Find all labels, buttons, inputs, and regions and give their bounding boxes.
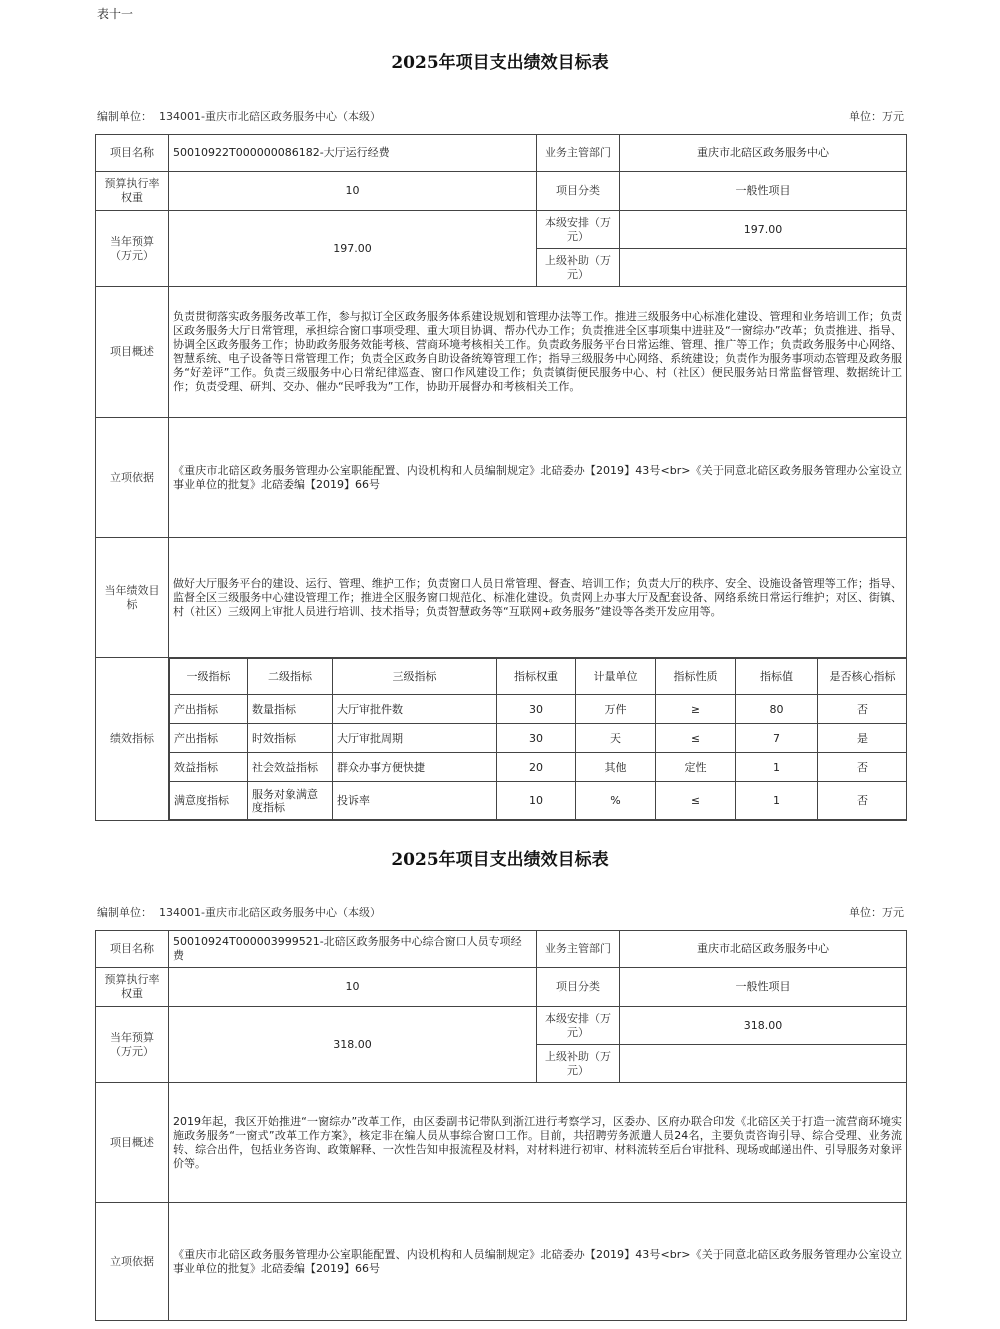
- weight-value: 10: [169, 968, 537, 1007]
- table-number-label: 表十一: [97, 7, 134, 21]
- basis-text: 《重庆市北碚区政务服务管理办公室职能配置、内设机构和人员编制规定》北碚委办【2019】43号<br>《关于同意北碚区政务服务管理办公室设立事业单位的批复》北碚委编【2019】66号: [169, 1203, 907, 1321]
- indicator-unit: 天: [576, 724, 656, 753]
- indicator-weight: 10: [497, 782, 576, 820]
- indicator-level3: 大厅审批件数: [333, 695, 497, 724]
- indicator-level2: 服务对象满意度指标: [248, 782, 333, 820]
- upper-label: 上级补助（万元）: [537, 1045, 620, 1083]
- indicator-level3: 大厅审批周期: [333, 724, 497, 753]
- project-name-value: 50010924T000003999521-北碚区政务服务中心综合窗口人员专项经费: [169, 931, 537, 968]
- dept-label: 业务主管部门: [537, 931, 620, 968]
- indicator-nature: ≤: [656, 724, 736, 753]
- page-title: 2025年项目支出绩效目标表: [391, 850, 609, 870]
- project-name-label: 项目名称: [96, 931, 169, 968]
- performance-table-2: [95, 930, 907, 1321]
- indicator-level3: 投诉率: [333, 782, 497, 820]
- indicator-level1: 产出指标: [170, 695, 248, 724]
- unit-label: 单位：万元: [849, 110, 904, 123]
- upper-label: 上级补助（万元）: [537, 249, 620, 287]
- budget-value: 197.00: [169, 211, 537, 287]
- indicator-unit: 万件: [576, 695, 656, 724]
- org-label: 编制单位：: [97, 110, 152, 123]
- indicator-weight: 20: [497, 753, 576, 782]
- dept-value: 重庆市北碚区政务服务中心: [620, 931, 907, 968]
- local-label: 本级安排（万元）: [537, 1007, 620, 1045]
- indicator-unit: %: [576, 782, 656, 820]
- indicator-level2: 数量指标: [248, 695, 333, 724]
- indicator-level2: 时效指标: [248, 724, 333, 753]
- indicator-level2: 社会效益指标: [248, 753, 333, 782]
- indicator-header-row: [170, 659, 907, 695]
- weight-label: 预算执行率权重: [96, 172, 169, 211]
- header-value: 指标值: [736, 659, 818, 695]
- header-unit: 计量单位: [576, 659, 656, 695]
- header-level3: 三级指标: [333, 659, 497, 695]
- page-title: 2025年项目支出绩效目标表: [391, 53, 609, 73]
- upper-value: [620, 249, 907, 287]
- category-label: 项目分类: [537, 968, 620, 1007]
- indicator-core: 否: [818, 782, 907, 820]
- goal-text: 做好大厅服务平台的建设、运行、管理、维护工作；负责窗口人员日常管理、督查、培训工作；负责大厅的秩序、安全、设施设备管理等工作；指导、监督全区三级服务中心建设管理工作；推进全区服务窗口规范化、标准化建设。负责网上办事大厅及配套设备、网络系统日常运行维护；对区、街镇、村（社区）三级网上审批人员进行培训、技术指导；负责智慧政务等“互联网+政务服务”建设等各类开发应用等。: [169, 538, 907, 658]
- weight-value: 10: [169, 172, 537, 211]
- header-nature: 指标性质: [656, 659, 736, 695]
- budget-label: 当年预算（万元）: [96, 1007, 169, 1083]
- indicator-unit: 其他: [576, 753, 656, 782]
- indicator-level3: 群众办事方便快捷: [333, 753, 497, 782]
- indicator-value: 80: [736, 695, 818, 724]
- org-info: [97, 904, 381, 920]
- indicators-cell: [169, 658, 907, 821]
- local-label: 本级安排（万元）: [537, 211, 620, 249]
- dept-label: 业务主管部门: [537, 135, 620, 172]
- indicator-level1: 满意度指标: [170, 782, 248, 820]
- basis-label: 立项依据: [96, 418, 169, 538]
- performance-table-1: [95, 134, 907, 821]
- org-value: 134001-重庆市北碚区政务服务中心（本级）: [159, 110, 381, 123]
- table-row: [170, 782, 907, 820]
- indicator-level1: 效益指标: [170, 753, 248, 782]
- overview-text: 负责贯彻落实政务服务改革工作，参与拟订全区政务服务体系建设规划和管理办法等工作。推进三级服务中心标准化建设、管理和业务培训工作；负责区政务服务大厅日常管理，承担综合窗口事项受理、重大项目协调、帮办代办工作；负责推进全区事项集中进驻及“一窗综办”改革；负责推进、指导、协调全区政务服务工作；协助政务服务效能考核、营商环境考核相关工作。负责政务服务平台日常运维、管理、推广等工作；负责政务服务中心网络、智慧系统、电子设备等日常管理工作；负责全区政务自助设备统筹管理工作；指导三级服务中心网络、系统建设；负责作为服务事项动态管理及政务服务“好差评”工作。负责三级服务中心日常纪律巡查、窗口作风建设工作；负责镇街便民服务中心、村（社区）便民服务站日常监督管理、数据统计工作；负责受理、研判、交办、催办“民呼我为”工作，协助开展督办和考核相关工作。: [169, 287, 907, 418]
- indicator-level1: 产出指标: [170, 724, 248, 753]
- overview-text: 2019年起，我区开始推进“一窗综办”改革工作，由区委副书记带队到浙江进行考察学习，区委办、区府办联合印发《北碚区关于打造一流营商环境实施政务服务“一窗式”改革工作方案》，核定非在编人员从事综合窗口工作。目前，共招聘劳务派遣人员24名，主要负责咨询引导、综合受理、业务流转、综合出件，包括业务咨询、政策解释、一次性告知申报流程及材料，对材料进行初审、材料流转至后台审批科、现场或邮递出件、引导服务对象评价等。: [169, 1083, 907, 1203]
- weight-label: 预算执行率权重: [96, 968, 169, 1007]
- local-value: 318.00: [620, 1007, 907, 1045]
- indicator-nature: 定性: [656, 753, 736, 782]
- indicator-value: 7: [736, 724, 818, 753]
- org-label: 编制单位：: [97, 906, 152, 919]
- local-value: 197.00: [620, 211, 907, 249]
- indicator-value: 1: [736, 782, 818, 820]
- goal-label: 当年绩效目标: [96, 538, 169, 658]
- header-weight: 指标权重: [497, 659, 576, 695]
- indicator-value: 1: [736, 753, 818, 782]
- indicator-weight: 30: [497, 695, 576, 724]
- upper-value: [620, 1045, 907, 1083]
- unit-label: 单位：万元: [849, 906, 904, 919]
- budget-label: 当年预算（万元）: [96, 211, 169, 287]
- category-value: 一般性项目: [620, 172, 907, 211]
- indicator-nature: ≤: [656, 782, 736, 820]
- header-level1: 一级指标: [170, 659, 248, 695]
- table-row: [170, 753, 907, 782]
- indicator-nature: ≥: [656, 695, 736, 724]
- indicators-label: 绩效指标: [96, 658, 169, 821]
- indicator-core: 是: [818, 724, 907, 753]
- indicator-weight: 30: [497, 724, 576, 753]
- overview-label: 项目概述: [96, 287, 169, 418]
- indicator-core: 否: [818, 695, 907, 724]
- dept-value: 重庆市北碚区政务服务中心: [620, 135, 907, 172]
- indicator-core: 否: [818, 753, 907, 782]
- header-level2: 二级指标: [248, 659, 333, 695]
- project-name-label: 项目名称: [96, 135, 169, 172]
- header-core: 是否核心指标: [818, 659, 907, 695]
- indicators-table: [169, 658, 907, 820]
- org-info: [97, 108, 381, 124]
- basis-label: 立项依据: [96, 1203, 169, 1321]
- category-label: 项目分类: [537, 172, 620, 211]
- budget-value: 318.00: [169, 1007, 537, 1083]
- org-value: 134001-重庆市北碚区政务服务中心（本级）: [159, 906, 381, 919]
- table-row: [170, 724, 907, 753]
- category-value: 一般性项目: [620, 968, 907, 1007]
- table-row: [170, 695, 907, 724]
- overview-label: 项目概述: [96, 1083, 169, 1203]
- project-name-value: 50010922T000000086182-大厅运行经费: [169, 135, 537, 172]
- basis-text: 《重庆市北碚区政务服务管理办公室职能配置、内设机构和人员编制规定》北碚委办【2019】43号<br>《关于同意北碚区政务服务管理办公室设立事业单位的批复》北碚委编【2019】66号: [169, 418, 907, 538]
